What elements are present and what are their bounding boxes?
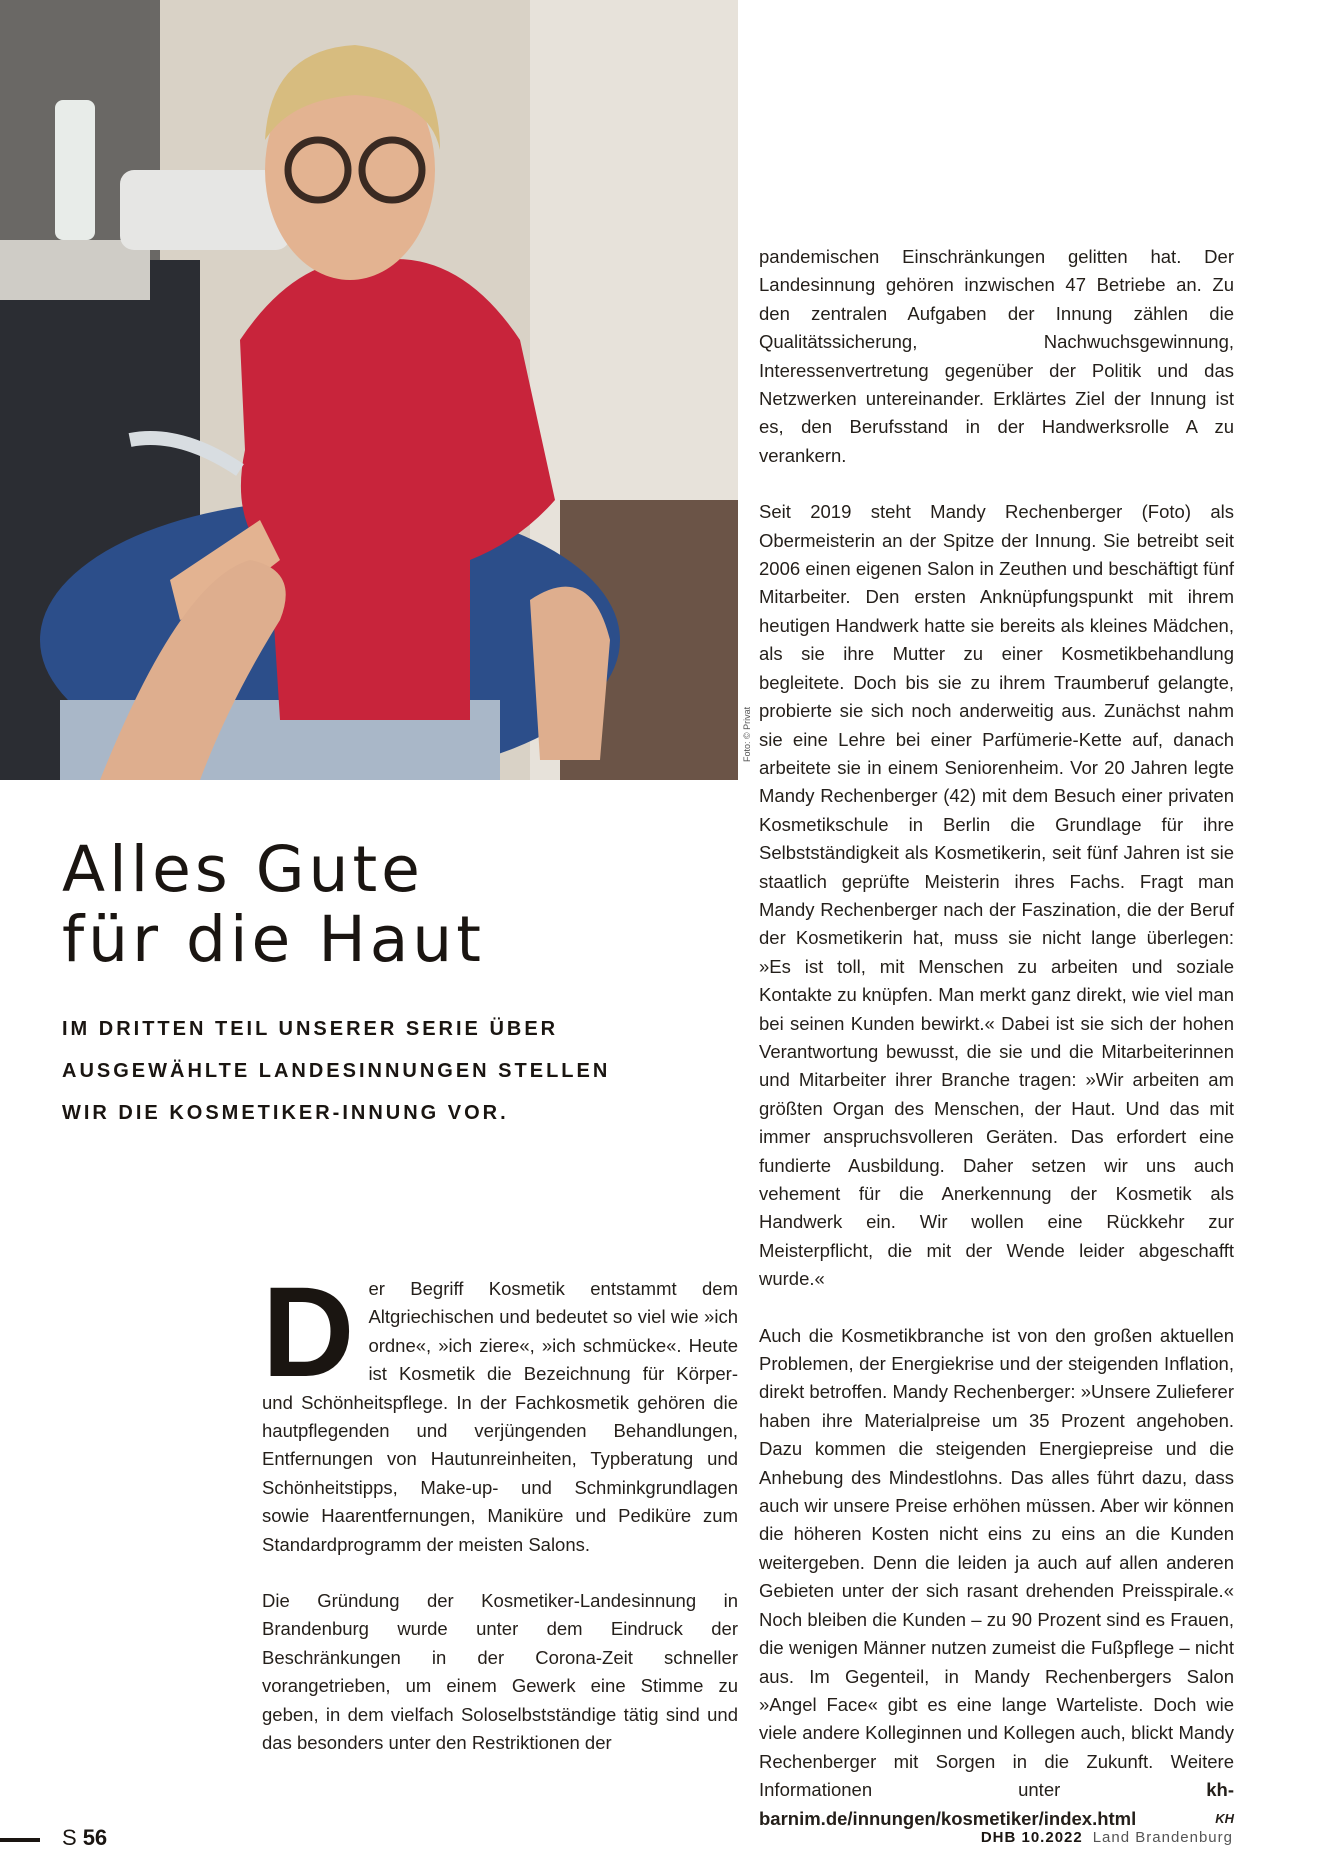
paragraph-3: pandemischen Einschränkungen gelitten hat. Der Landesinnung gehören inzwischen 47 Betriebe an. Zu den zentralen Aufgaben der Innung zählen die Qualitätssicherung, Nachwuchsgewinnung, Interessenvertretung gegenüber der Politik und das Netzwerken untereinander. Erklärtes Ziel der Innung ist es, den Berufsstand in der Handwerksrolle A zu verankern.: [759, 246, 1234, 466]
magazine-issue: DHB 10.2022: [980, 1829, 1083, 1846]
page-number: [62, 1825, 107, 1851]
article-column-left: [262, 1261, 738, 1786]
paragraph-2: Die Gründung der Kosmetiker-Landesinnung in Brandenburg wurde unter dem Eindruck der Beschränkungen in der Corona-Zeit schneller vorangetrieben, um einem Gewerk eine Stimme zu geben, in dem vielfach Soloselbstständige tätig sind und das besonders unter den Restriktionen der: [262, 1590, 738, 1754]
page-number-value: 56: [82, 1825, 108, 1850]
running-footer: [981, 1829, 1233, 1846]
drop-cap: D: [262, 1261, 355, 1404]
info-link[interactable]: kh-barnim.de/innungen/kosmetiker/index.html: [759, 1779, 1234, 1829]
article-column-right: [759, 243, 1234, 1833]
photo-credit: Foto: © Privat: [742, 706, 752, 762]
page-prefix: S: [62, 1825, 77, 1850]
title-line-2: für die Haut: [62, 903, 485, 976]
region-name: Land Brandenburg: [1092, 1829, 1233, 1846]
photo-illustration: [0, 0, 738, 780]
paragraph-intro: [262, 1261, 738, 1559]
paragraph-5: [759, 1322, 1234, 1833]
footer-rule: [0, 1838, 40, 1842]
paragraph-5-text: Auch die Kosmetikbranche ist von den großen aktuellen Problemen, der Energiekrise und der steigenden Inflation, direkt betroffen. Mandy Rechenberger: »Unsere Zulieferer haben ihre Materialpreise um 35 Prozent angehoben. Dazu kommen die steigenden Energiepreise und die Anhebung des Mindestlohns. Das alles führt dazu, dass auch wir unsere Preise erhöhen müssen. Aber wir können die höheren Kosten nicht eins zu eins an die Kunden weitergeben. Denn die leiden ja auch auf allen anderen Gebieten unter der sich rasant drehenden Preisspirale.« Noch bleiben die Kunden – zu 90 Prozent sind es Frauen, die wenigen Männer nutzen zumeist die Fußpflege – nicht aus. Im Gegenteil, in Mandy Rechenbergers Salon »Angel Face« gibt es eine lange Warteliste. Doch wie viele andere Kolleginnen und Kollegen auch, blickt Mandy Rechenberger mit Sorgen in die Zukunft. Weitere Informationen unter: [759, 1324, 1234, 1801]
paragraph-4: Seit 2019 steht Mandy Rechenberger (Foto) als Obermeisterin an der Spitze der Innung. Sie betreibt seit 2006 einen eigenen Salon in Zeuthen und beschäftigt fünf Mitarbeiter. Den ersten Anknüpfungspunkt mit ihrem heutigen Handwerk hatte sie bereits als kleines Mädchen, als sie ihre Mutter zu einer Kosmetikbehandlung begleitete. Doch bis sie zu ihrem Traumberuf gelangte, probierte sie sich noch anderweitig aus. Zunächst nahm sie eine Lehre bei einer Parfümerie-Kette auf, danach arbeitete sie in einem Seniorenheim. Vor 20 Jahren legte Mandy Rechenberger (42) mit dem Besuch einer privaten Kosmetikschule in Berlin die Grundlage für ihre Selbstständigkeit als Kosmetikerin, seit fünf Jahren ist sie staatlich geprüfte Meisterin ihres Fachs. Fragt man Mandy Rechenberger nach der Faszination, die der Beruf der Kosmetikerin hat, muss sie nicht lange überlegen: »Es ist toll, mit Menschen zu arbeiten und soziale Kontakte zu knüpfen. Man merkt ganz direkt, wie viel man bei seinen Kunden bewirkt.« Dabei ist sie sich der hohen Verantwortung bewusst, die sie und die Mitarbeiterinnen und Mitarbeiter ihrer Branche tragen: »Wir arbeiten am größten Organ des Menschen, der Haut. Und das mit immer anspruchsvolleren Geräten. Das erfordert eine fundierte Ausbildung. Daher setzen wir uns auch vehement für die Anerkennung der Kosmetik als Handwerk ein. Wir wollen eine Rückkehr zur Meisterpflicht, die mit der Wende leider abgeschafft wurde.«: [759, 501, 1234, 1290]
article-photo: [0, 0, 738, 780]
paragraph-intro-text: er Begriff Kosmetik entstammt dem Altgriechischen und bedeutet so viel wie »ich ordne«, »ich ziere«, »ich schmücke«. Heute ist Kosmetik die Bezeichnung für Körper- und Schönheitspflege. In der Fachkosmetik gehören die hautpflegenden und verjüngenden Behandlungen, Entfernungen von Hautunreinheiten, Typberatung und Schönheitstipps, Make-up- und Schminkgrundlagen sowie Haarentfernungen, Maniküre und Pediküre zum Standardprogramm der meisten Salons.: [262, 1278, 738, 1555]
title-line-1: Alles Gute: [62, 833, 424, 906]
article-subhead: IM DRITTEN TEIL UNSERER SERIE ÜBER AUSGEWÄHLTE LANDESINNUNGEN STELLEN WIR DIE KOSMETIKER-INNUNG VOR.: [62, 1018, 611, 1124]
article-title: [62, 835, 702, 975]
author-initials: KH: [1215, 1810, 1234, 1826]
